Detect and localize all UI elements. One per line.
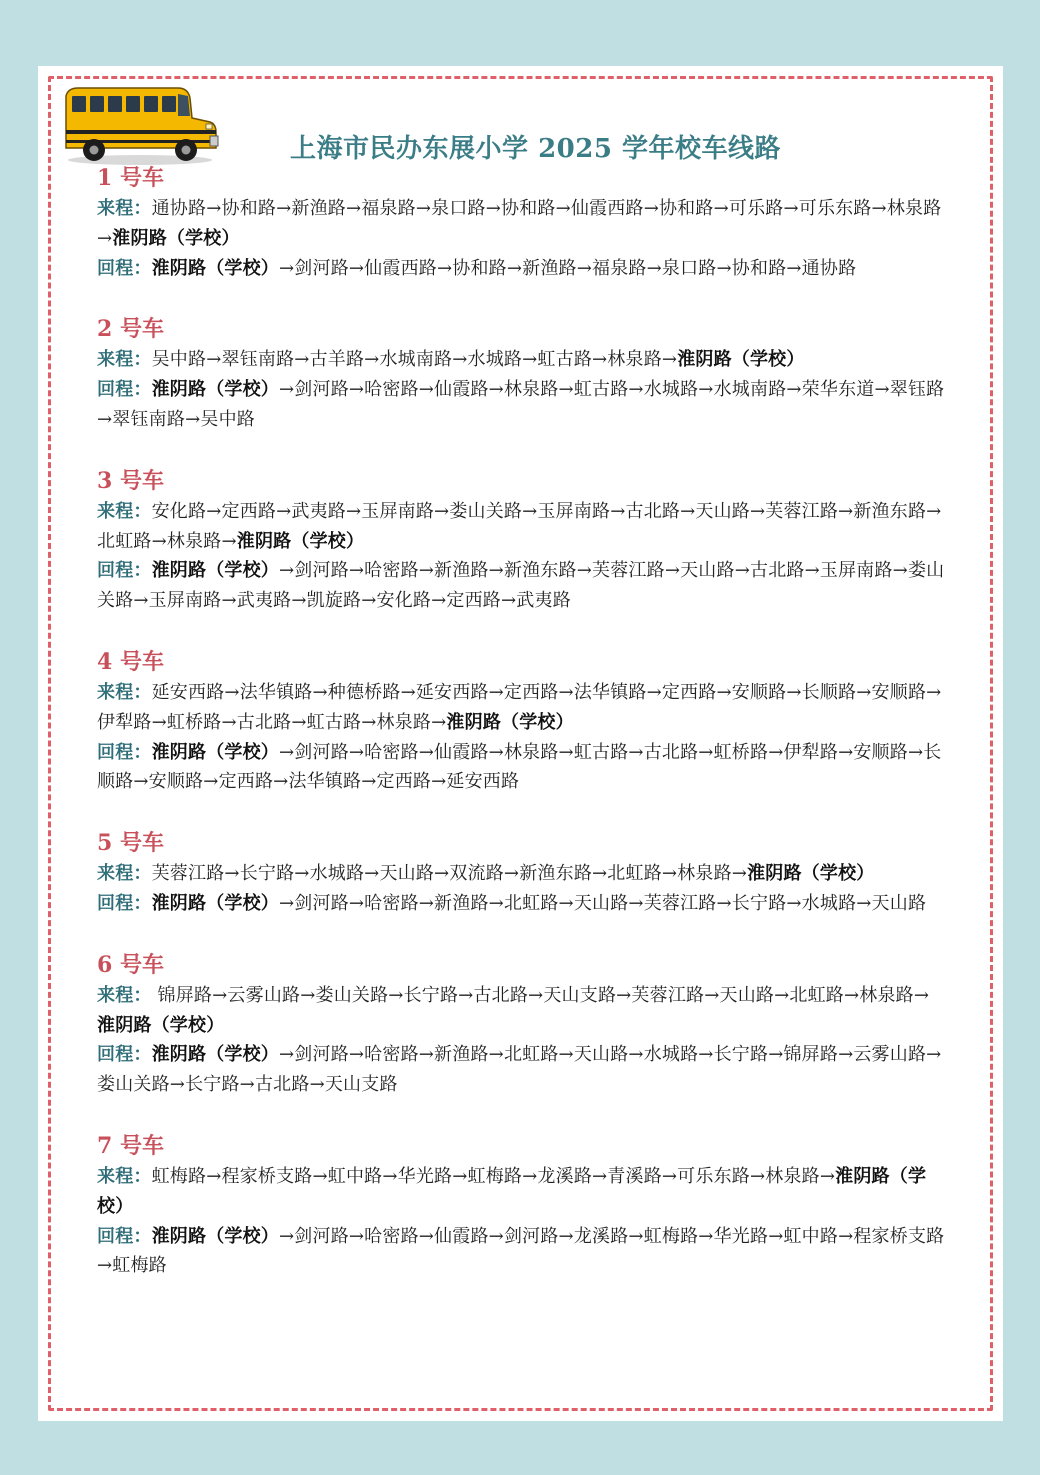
outbound-stops: 延安西路→法华镇路→种德桥路→延安西路→定西路→法华镇路→定西路→安顺路→长顺路→安顺路→伊犁路→虹桥路→古北路→虹古路→林泉路→: [97, 681, 942, 733]
outbound-stops: 通协路→协和路→新渔路→福泉路→泉口路→协和路→仙霞西路→协和路→可乐路→可乐东路→林泉路→: [97, 198, 942, 249]
outbound-label: 来程：: [97, 500, 152, 522]
return-label: 回程：: [97, 1044, 152, 1066]
outbound-route: [97, 859, 947, 889]
bus-route-1: [97, 162, 947, 283]
school-stop: 淮阴路（学校）: [151, 741, 280, 763]
return-label: 回程：: [97, 560, 152, 582]
bus-heading: 5 号车: [97, 830, 164, 857]
outbound-label: 来程：: [97, 863, 152, 885]
outbound-route: [97, 1162, 947, 1222]
outbound-route: [97, 981, 947, 1041]
bus-route-6: [97, 949, 947, 1100]
return-route: [97, 556, 947, 616]
return-stops: →剑河路→哈密路→仙霞路→林泉路→虹古路→水城路→水城南路→荣华东道→翠钰路→翠钰南路→吴中路: [97, 379, 945, 430]
bus-route-2: [97, 313, 947, 434]
return-route: [97, 254, 947, 284]
school-stop: 淮阴路（学校）: [677, 349, 805, 371]
outbound-stops: 吴中路→翠钰南路→古羊路→水城南路→水城路→虹古路→林泉路→: [151, 349, 678, 371]
return-route: [97, 375, 947, 435]
bus-heading: 1 号车: [97, 165, 164, 191]
bus-route-3: [97, 465, 947, 616]
return-route: [97, 1222, 947, 1282]
school-stop: 淮阴路（学校）: [236, 530, 365, 552]
return-label: 回程：: [97, 379, 152, 401]
return-label: 回程：: [97, 892, 152, 914]
school-stop: 淮阴路（学校）: [747, 863, 875, 885]
outbound-route: [97, 194, 947, 254]
route-sheet: [38, 66, 1003, 1421]
return-route: [97, 889, 947, 919]
outbound-stops: 芙蓉江路→长宁路→水城路→天山路→双流路→新渔东路→北虹路→林泉路→: [151, 863, 748, 885]
return-route: [97, 738, 947, 798]
school-stop: 淮阴路（学校）: [151, 560, 280, 582]
return-label: 回程：: [97, 257, 152, 279]
school-stop: 淮阴路（学校）: [97, 1014, 225, 1036]
outbound-stops: 虹梅路→程家桥支路→虹中路→华光路→虹梅路→龙溪路→青溪路→可乐东路→林泉路→: [151, 1165, 836, 1187]
outbound-route: [97, 345, 947, 375]
school-stop: 淮阴路（学校）: [112, 227, 240, 249]
school-stop: 淮阴路（学校）: [151, 1225, 280, 1247]
return-stops: →剑河路→哈密路→新渔路→新渔东路→芙蓉江路→天山路→古北路→玉屏南路→娄山关路→玉屏南路→武夷路→凯旋路→安化路→定西路→武夷路: [97, 560, 945, 612]
bus-route-5: [97, 827, 947, 919]
return-route: [97, 1040, 947, 1100]
return-stops: →剑河路→哈密路→仙霞路→林泉路→虹古路→古北路→虹桥路→伊犁路→安顺路→长顺路→安顺路→定西路→法华镇路→定西路→延安西路: [97, 741, 942, 793]
bus-route-4: [97, 646, 947, 797]
school-stop: 淮阴路（学校）: [151, 1044, 280, 1066]
return-stops: →剑河路→哈密路→新渔路→北虹路→天山路→水城路→长宁路→锦屏路→云雾山路→娄山关路→长宁路→古北路→天山支路: [97, 1044, 942, 1096]
page-title: 上海市民办东展小学 2025 学年校车线路: [290, 134, 781, 164]
return-stops: →剑河路→哈密路→新渔路→北虹路→天山路→芙蓉江路→长宁路→水城路→天山路: [279, 892, 927, 914]
bus-route-7: [97, 1130, 947, 1281]
outbound-stops: 锦屏路→云雾山路→娄山关路→长宁路→古北路→天山支路→芙蓉江路→天山路→北虹路→林泉路→: [151, 984, 930, 1006]
outbound-route: [97, 678, 947, 738]
outbound-label: 来程：: [97, 984, 152, 1006]
outbound-route: [97, 497, 947, 557]
bus-heading: 2 号车: [97, 316, 164, 343]
school-stop: 淮阴路（学校）: [97, 1165, 927, 1217]
return-label: 回程：: [97, 1225, 152, 1247]
school-stop: 淮阴路（学校）: [446, 711, 574, 733]
outbound-label: 来程：: [97, 1165, 152, 1187]
return-label: 回程：: [97, 741, 152, 763]
return-stops: →剑河路→哈密路→仙霞路→剑河路→龙溪路→虹梅路→华光路→虹中路→程家桥支路→虹梅路: [97, 1225, 945, 1277]
outbound-label: 来程：: [97, 681, 152, 703]
school-stop: 淮阴路（学校）: [151, 257, 280, 279]
bus-heading: 4 号车: [97, 648, 164, 675]
outbound-label: 来程：: [97, 198, 152, 219]
bus-heading: 7 号车: [97, 1132, 164, 1159]
outbound-stops: 安化路→定西路→武夷路→玉屏南路→娄山关路→玉屏南路→古北路→天山路→芙蓉江路→新渔东路→北虹路→林泉路→: [97, 500, 942, 552]
outbound-label: 来程：: [97, 349, 152, 371]
bus-heading: 3 号车: [97, 467, 164, 494]
school-stop: 淮阴路（学校）: [151, 379, 280, 401]
school-stop: 淮阴路（学校）: [151, 892, 280, 914]
bus-heading: 6 号车: [97, 951, 164, 978]
route-list: [97, 162, 947, 1281]
return-stops: →剑河路→仙霞西路→协和路→新渔路→福泉路→泉口路→协和路→通协路: [279, 257, 857, 279]
